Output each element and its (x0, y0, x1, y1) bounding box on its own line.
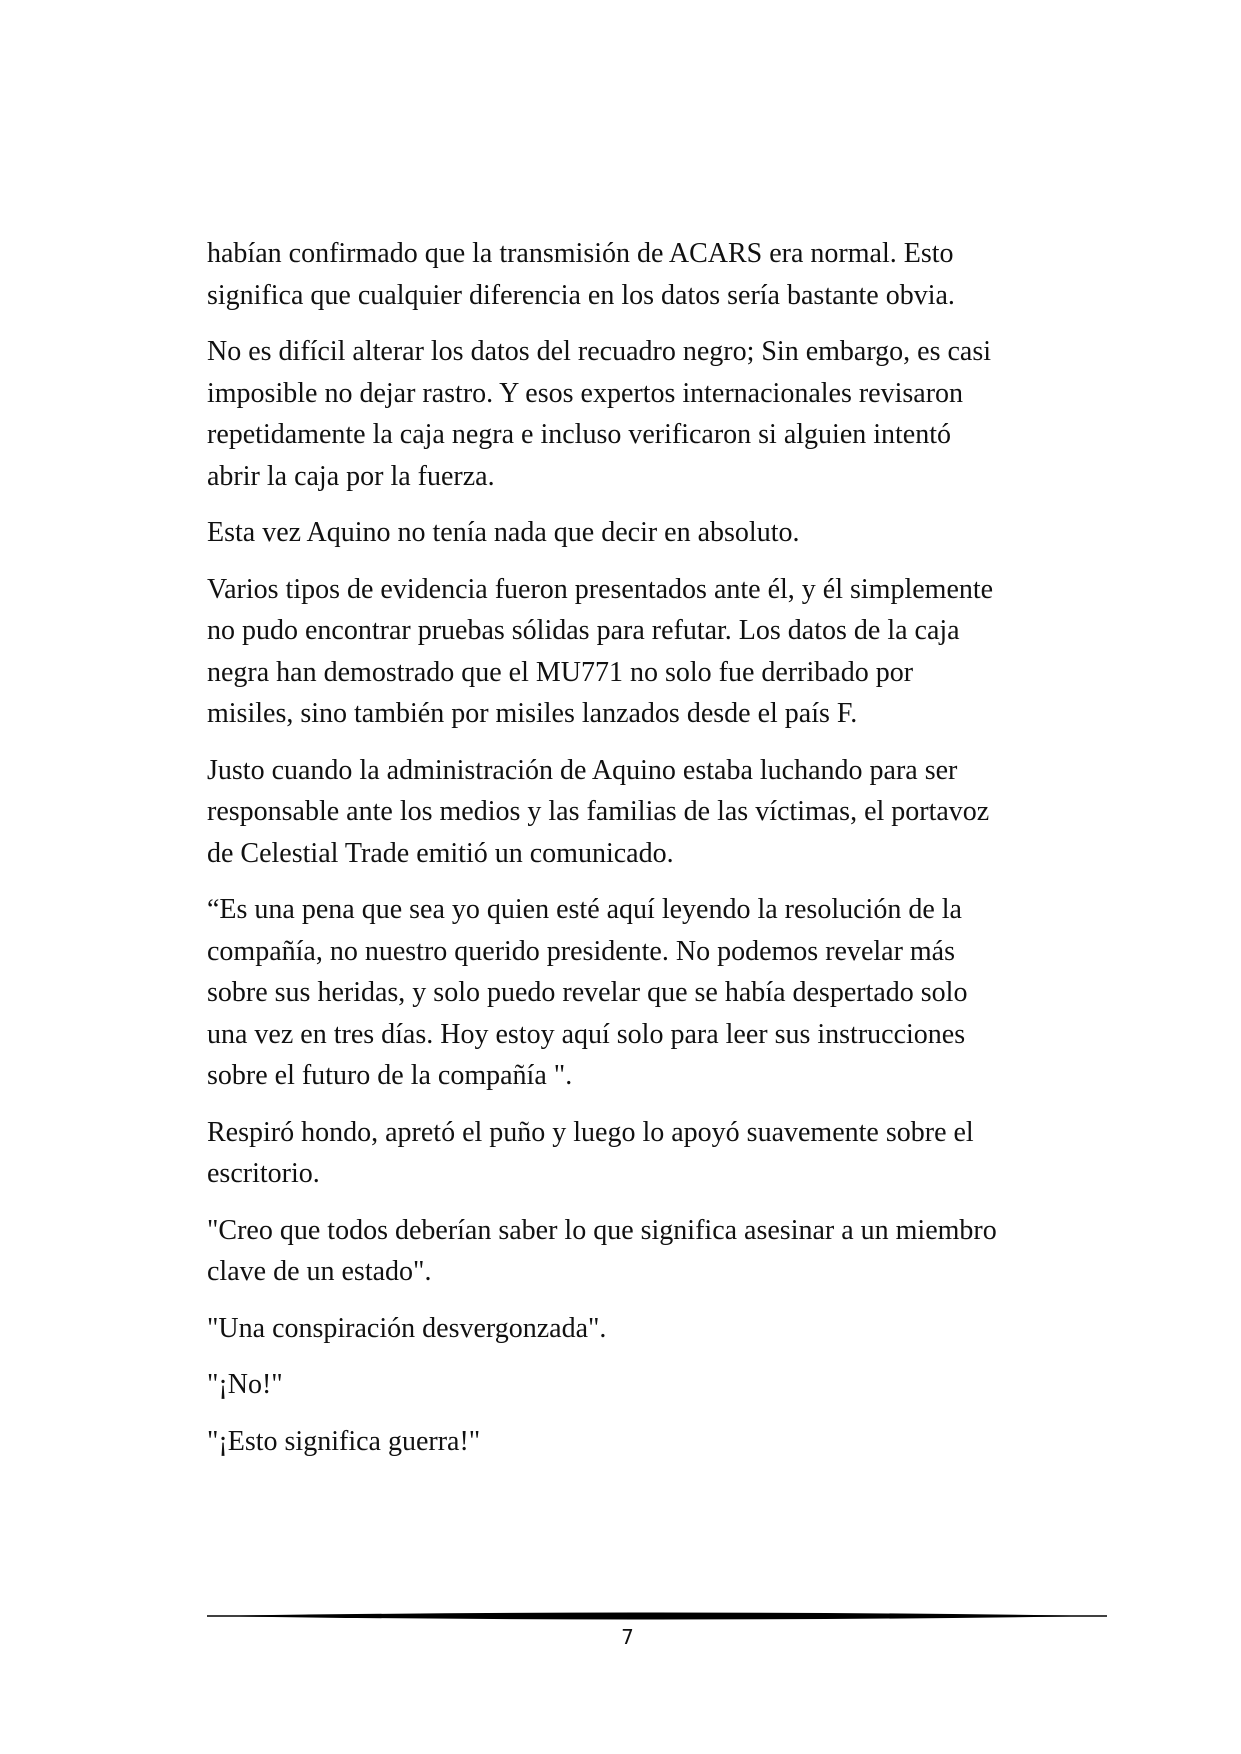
footer-divider (207, 1610, 1107, 1622)
paragraph: “Es una pena que sea yo quien esté aquí leyendo la resolución de la compañía, no nuestro querido presidente. No podemos revelar más sobre sus heridas, y solo puedo revelar que se había despertado solo una vez en tres días. Hoy estoy aquí solo para leer sus instrucciones sobre el futuro de la compañía ". (207, 894, 968, 1091)
paragraph: "Creo que todos deberían saber lo que significa asesinar a un miembro clave de un estado". (207, 1214, 997, 1287)
paragraph: "¡Esto significa guerra!" (207, 1425, 481, 1457)
paragraph: Justo cuando la administración de Aquino estaba luchando para ser responsable ante los medios y las familias de las víctimas, el portavoz de Celestial Trade emitió un comunicado. (207, 754, 990, 869)
body-text (207, 233, 1067, 1477)
paragraph: Respiró hondo, apretó el puño y luego lo apoyó suavemente sobre el escritorio. (207, 1116, 974, 1189)
paragraph: "Una conspiración desvergonzada". (207, 1312, 607, 1344)
page-number: 7 (621, 1625, 634, 1649)
paragraph: Esta vez Aquino no tenía nada que decir en absoluto. (207, 517, 800, 548)
paragraph: habían confirmado que la transmisión de ACARS era normal. Esto significa que cualquier diferencia en los datos sería bastante obvia. (207, 238, 955, 311)
paragraph: Varios tipos de evidencia fueron presentados ante él, y él simplemente no pudo encontrar pruebas sólidas para refutar. Los datos de la caja negra han demostrado que el MU771 no solo fue derribado por misiles, sino también por misiles lanzados desde el país F. (207, 573, 994, 729)
paragraph: No es difícil alterar los datos del recuadro negro; Sin embargo, es casi imposible no dejar rastro. Y esos expertos internacionales revisaron repetidamente la caja negra e incluso verificaron si alguien intentó abrir la caja por la fuerza. (207, 336, 992, 492)
paragraph: "¡No!" (207, 1369, 283, 1400)
